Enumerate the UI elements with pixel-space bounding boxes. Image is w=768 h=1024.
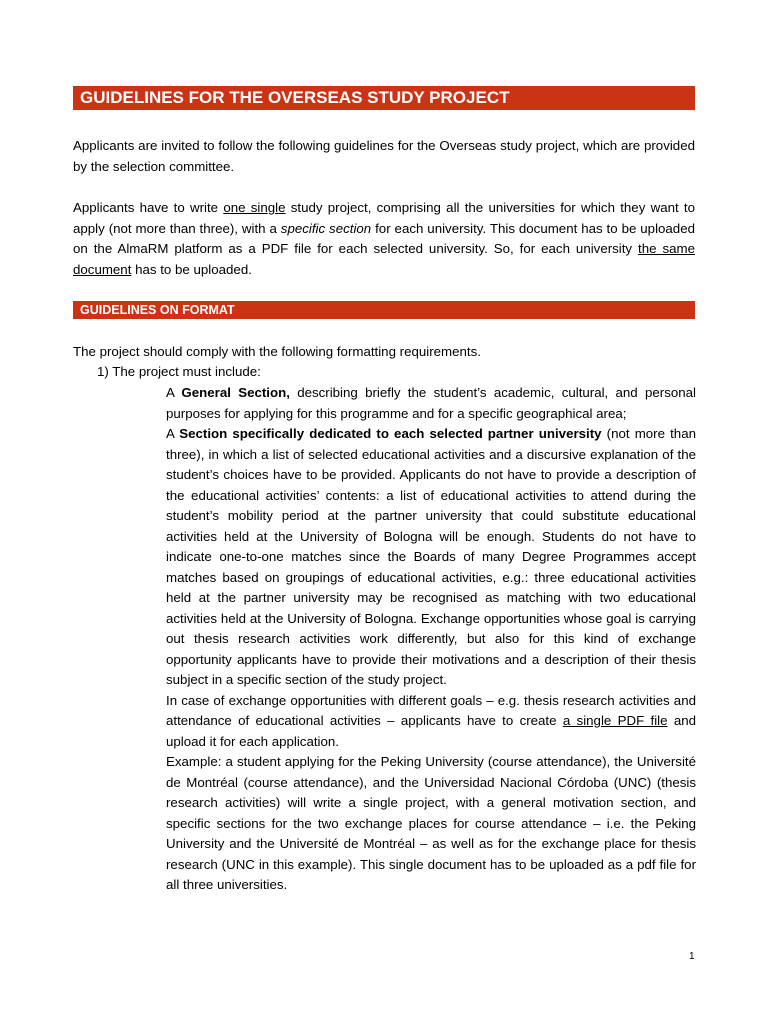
section-heading-format: GUIDELINES ON FORMAT bbox=[73, 301, 695, 319]
partner-section-paragraph bbox=[166, 424, 696, 691]
intro-text-2c: for each university. This document has to be uploaded on the AlmaRM platform as a PDF file for each selected university. So, for each university bbox=[73, 220, 695, 256]
format-lead: The project should comply with the following formatting requirements. bbox=[73, 344, 481, 359]
general-section-paragraph bbox=[166, 383, 696, 424]
partner-section-bold: Section specifically dedicated to each selected partner university bbox=[179, 426, 602, 441]
intro-text-2a: Applicants have to write bbox=[73, 200, 224, 215]
general-section-bold: General Section, bbox=[181, 385, 290, 400]
italic-specific-section: specific section bbox=[280, 220, 372, 236]
example-paragraph: Example: a student applying for the Peking University (course attendance), the Université de Montréal (course attendance), and the Universidad Nacional Córdoba (UNC) (thesis research activities) will write a single project, with a general motivation section, and specific sections for the two exchange places for course attendance – i.e. the Peking University and the Université de Montréal – as well as for the exchange place for thesis research (UNC in this example). This single document has to be uploaded as a pdf file for all three universities. bbox=[166, 754, 696, 892]
underlined-same-document: the same document bbox=[73, 241, 695, 277]
intro-paragraph-1 bbox=[73, 136, 695, 177]
document-title: GUIDELINES FOR THE OVERSEAS STUDY PROJECT bbox=[73, 86, 695, 110]
intro-text-2d: has to be uploaded. bbox=[131, 261, 252, 277]
partner-section-text: (not more than three), in which a list of selected educational activities and a discursive explanation of the student’s choices have to be provided. Applicants do not have to provide a description of the educational activities’ contents: a list of educational activities to attend during the student’s mobility period at the partner university that could substitute educational activities held at the University of Bologna will be enough. Students do not have to indicate one-to-one matches since the Boards of many Degree Programmes accept matches based on groupings of educational activities, e.g.: three educational activities held at the partner university may be recognised as matching with two educational activities held at the University of Bologna. Exchange opportunities whose goal is carrying out thesis research activities work differently, but also for this kind of exchange opportunity applicants have to provide their motivations and a description of their thesis subject in a specific section of the study project. bbox=[166, 426, 696, 687]
different-goals-text-a: In case of exchange opportunities with different goals – e.g. thesis research activities and attendance of educational activities – applicants have to create bbox=[166, 692, 696, 728]
intro-text-1: Applicants are invited to follow the following guidelines for the Overseas study project, which are provided by the selection committee. bbox=[73, 138, 695, 174]
intro-paragraph-2 bbox=[73, 198, 695, 280]
general-section-text: describing briefly the student’s academic, cultural, and personal purposes for applying for this programme and for a specific geographical area; bbox=[166, 385, 696, 421]
general-section-prefix: A bbox=[166, 385, 182, 400]
list-item-1: 1) The project must include: bbox=[97, 364, 261, 379]
different-goals-paragraph bbox=[166, 691, 696, 753]
underlined-single-pdf: a single PDF file bbox=[562, 713, 668, 728]
page-number: 1 bbox=[689, 951, 695, 962]
intro-text-2b: study project, comprising all the universities for which they want to apply (not more than three), with a bbox=[73, 200, 696, 236]
partner-section-prefix: A bbox=[166, 426, 180, 441]
underlined-one-single: one single bbox=[223, 200, 286, 215]
different-goals-text-b: and upload it for each application. bbox=[166, 713, 697, 749]
requirements-body bbox=[166, 383, 696, 896]
